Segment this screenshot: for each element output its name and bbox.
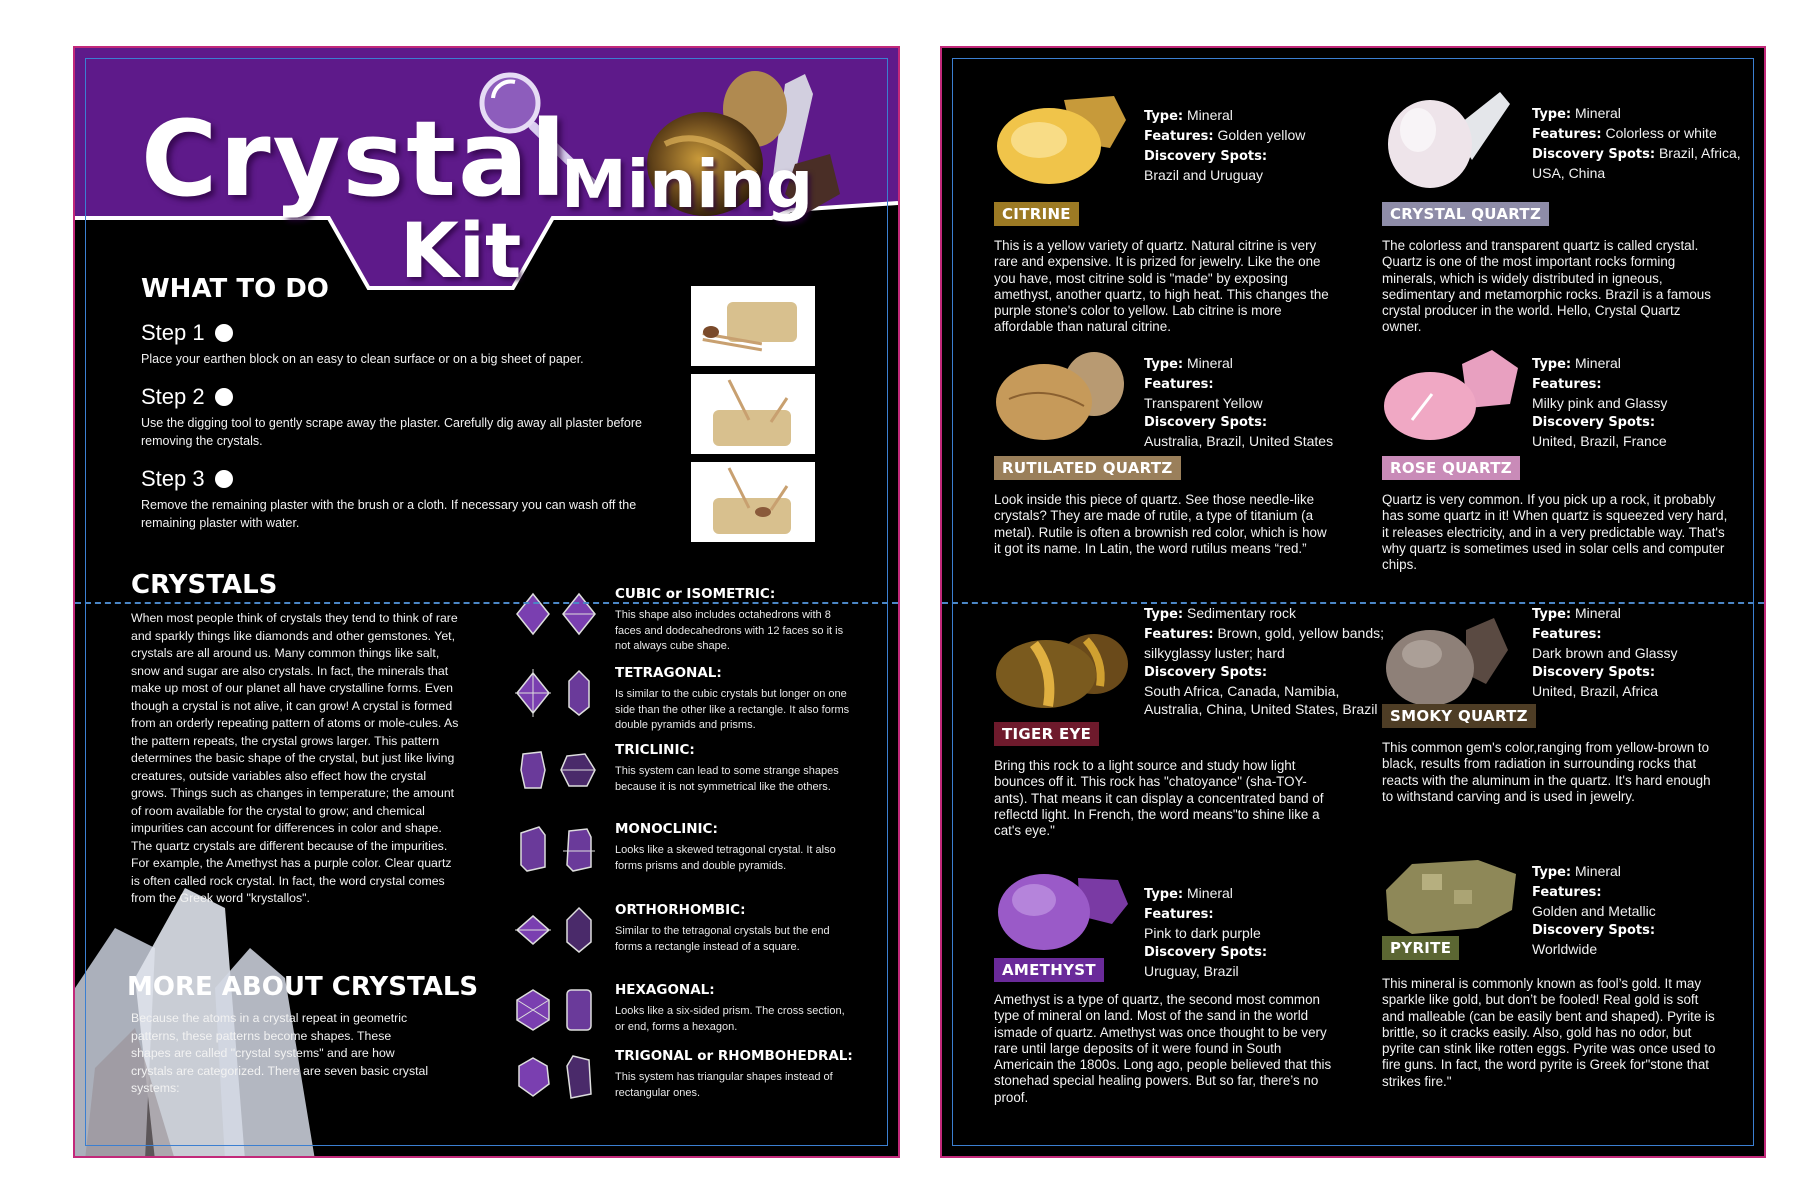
system-desc: Similar to the tetragonal crystals but the end forms a rectangle instead of a square. xyxy=(615,925,830,953)
mineral-facts: Type: Mineral Features: Golden yellow Discovery Spots: Brazil and Uruguay xyxy=(1144,107,1306,183)
mineral-smoky-quartz xyxy=(1382,604,1766,874)
triclinic-crystal-icon xyxy=(515,746,599,794)
mineral-amethyst xyxy=(994,854,1384,1144)
mineral-facts: Type: Mineral Features: Pink to dark purple Discovery Spots: Uruguay, Brazil xyxy=(1144,885,1268,979)
system-desc: Is similar to the cubic crystals but longer on one side than the other like a rectangle. It also forms double pyramids and prisms. xyxy=(615,688,850,731)
step-2 xyxy=(141,384,651,450)
mineral-name-label: SMOKY QUARTZ xyxy=(1382,704,1536,728)
mineral-facts: Type: Mineral Features: Dark brown and Glassy Discovery Spots: United, Brazil, Africa xyxy=(1532,605,1678,699)
bullet-dot-icon xyxy=(215,470,233,488)
amethyst-stone-image xyxy=(994,860,1134,960)
system-title: MONOCLINIC: xyxy=(615,821,718,837)
monoclinic-crystal-icon xyxy=(515,825,599,873)
right-page xyxy=(940,46,1766,1158)
system-desc: Looks like a skewed tetragonal crystal. It also forms prisms and double pyramids. xyxy=(615,844,836,872)
mineral-citrine xyxy=(994,90,1384,340)
mineral-rose-quartz xyxy=(1382,344,1766,594)
mineral-name-label: PYRITE xyxy=(1382,936,1459,960)
bullet-dot-icon xyxy=(215,388,233,406)
mineral-facts: Type: Mineral Features: Milky pink and Glassy Discovery Spots: United, Brazil, France xyxy=(1532,355,1668,449)
hexagonal-crystal-icon xyxy=(515,986,599,1034)
mineral-name-label: TIGER EYE xyxy=(994,722,1099,746)
orthorhombic-crystal-icon xyxy=(515,906,599,954)
fold-line xyxy=(942,602,1764,604)
mineral-name-label: AMETHYST xyxy=(994,958,1104,982)
mineral-name-label: RUTILATED QUARTZ xyxy=(994,456,1181,480)
more-about-crystals-heading: MORE ABOUT CRYSTALS xyxy=(127,972,479,1002)
mineral-name-label: CITRINE xyxy=(994,202,1079,226)
system-desc: This shape also includes octahedrons with 8 faces and dodecahedrons with 12 faces so it is not always cube shape. xyxy=(615,609,844,652)
mineral-crystal-quartz xyxy=(1382,90,1766,340)
title-crystal: Crystal xyxy=(141,98,568,220)
system-desc: This system can lead to some strange shapes because it is not symmetrical like the others. xyxy=(615,765,839,793)
system-title: ORTHORHOMBIC: xyxy=(615,902,746,918)
tiger-eye-stone-image xyxy=(994,620,1134,720)
step-label: Step 2 xyxy=(141,384,205,409)
mineral-description: Amethyst is a type of quartz, the second most common type of mineral on land. Most of the sand in the world ismade of quartz. Amethyst was once thought to be very rare until large deposits of it were found in South Americain the 1800s. Long ago, people believed that this stonehad special healing powers. But so far, there’s no proof. xyxy=(994,992,1332,1105)
fold-line xyxy=(75,602,898,604)
step-text: Use the digging tool to gently scrape away the plaster. Carefully dig away all plaster before removing the crystals. xyxy=(141,416,642,448)
citrine-stone-image xyxy=(994,90,1134,190)
step-text: Place your earthen block on an easy to clean surface or on a big sheet of paper. xyxy=(141,352,584,366)
system-title: TRICLINIC: xyxy=(615,742,695,758)
more-about-crystals-body: Because the atoms in a crystal repeat in geometric patterns, these patterns become shapes. These shapes are called "crystal systems" and are how crystals are categorized. There are seven basic crystal systems: xyxy=(131,1011,429,1095)
mineral-facts: Type: Mineral Features: Transparent Yellow Discovery Spots: Australia, Brazil, United States xyxy=(1144,355,1334,449)
mineral-description: The colorless and transparent quartz is called crystal. Quartz is one of the most important rocks forming minerals, which is widely distributed in igneous, sedimentary and metamorphic rocks. Brazil is a famous crystal producer in the world. Hello, Crystal Quartz owner. xyxy=(1382,238,1711,335)
system-title: TETRAGONAL: xyxy=(615,665,722,681)
step-1 xyxy=(141,320,651,368)
rutilated-quartz-stone-image xyxy=(994,344,1134,444)
mineral-description: Look inside this piece of quartz. See those needle-like crystals? They are made of rutile, a type of titanium (a metal). Rutile is often a brownish red color, which is how it got its name. In Latin, the word rutilus means “red.” xyxy=(994,492,1327,556)
crystal-quartz-stone-image xyxy=(1382,90,1522,190)
mineral-name-label: CRYSTAL QUARTZ xyxy=(1382,202,1549,226)
crystals-body: When most people think of crystals they tend to think of rare and sparkly things like diamonds and other gemstones. Yet, crystals are all around us. Many common things like salt, snow and sugar are also crystals. In fact, the minerals that make up most of our planet all have crystalline forms. Even though a crystal is not alive, it can grow! A crystal is formed from an orderly repeating pattern of atoms or mole-cules. As the pattern repeats, the crystal grows larger. This pattern determines the basic shape of the crystal, but just like living creatures, outside variables also effect how the crystal grows. Things such as changes in temperature; the amount of room available for the crystal to grow; and chemical impurities can account for differences in color and shape. The quartz crystals are different because of the impurities. For example, the Amethyst has a purple color. Clear quartz is often called rock crystal. In fact, the word crystal comes from the Greek word "krystallos". xyxy=(131,611,459,905)
cubic-crystal-icon xyxy=(515,590,599,638)
mineral-description: This common gem's color,ranging from yellow-brown to black, results from radiation in surrounding rocks that reacts with the aluminum in the quartz. It's hard enough to withstand carving and is used in jewelry. xyxy=(1382,740,1711,804)
mineral-tiger-eye xyxy=(994,604,1384,874)
crystals-heading: CRYSTALS xyxy=(131,570,278,600)
step-label: Step 1 xyxy=(141,320,205,345)
step-label: Step 3 xyxy=(141,466,205,491)
system-title: TRIGONAL or RHOMBOHEDRAL: xyxy=(615,1048,853,1064)
system-desc: Looks like a six-sided prism. The cross section, or end, forms a hexagon. xyxy=(615,1005,845,1033)
mineral-pyrite xyxy=(1382,850,1766,1140)
trigonal-crystal-icon xyxy=(515,1052,599,1100)
system-title: CUBIC or ISOMETRIC: xyxy=(615,586,776,602)
left-page xyxy=(73,46,900,1158)
title-mining: Mining xyxy=(561,146,814,223)
step-1-image xyxy=(691,286,815,366)
step-3-image xyxy=(691,462,815,542)
mineral-description: Bring this rock to a light source and study how light bounces off it. This rock has "chatoyance" (sha-TOY-ants). That means it can display a concentrated band of reflectd light. In French, the word means"to shine like a cat's eye." xyxy=(994,758,1324,839)
rose-quartz-stone-image xyxy=(1382,344,1522,444)
system-desc: This system has triangular shapes instead of rectangular ones. xyxy=(615,1071,833,1099)
step-text: Remove the remaining plaster with the brush or a cloth. If necessary you can wash off the remaining plaster with water. xyxy=(141,498,637,530)
mineral-description: This is a yellow variety of quartz. Natural citrine is very rare and expensive. It is prized for jewelry. Like the one you have, most citrine sold is "made" by exposing amethyst, another quartz, to high heat. This changes the purple stone's color to yellow. Lab citrine is more affordable than natural citrine. xyxy=(994,238,1329,335)
mineral-description: Quartz is very common. If you pick up a rock, it probably has some quartz in it! When quartz is squeezed very hard, it releases electricity, and in a very predictable way. That's why quartz is sometimes used in solar cells and computer chips. xyxy=(1382,492,1728,573)
what-to-do-heading: WHAT TO DO xyxy=(141,274,329,304)
system-title: HEXAGONAL: xyxy=(615,982,715,998)
mineral-description: This mineral is commonly known as fool’s gold. It may sparkle like gold, but don’t be fooled! Real gold is soft and malleable (can be easily bent and shaped). Pyrite is brittle, so it cracks easily. Also, gold has no odor, but pyrite can stink like rotten eggs. Pyrite was once used to fire guns. In fact, the word pyrite is Greek for"stone that strikes fire." xyxy=(1382,976,1716,1089)
mineral-facts: Type: Mineral Features: Colorless or white Discovery Spots: Brazil, Africa, USA, China xyxy=(1532,105,1741,181)
mineral-facts: Type: Sedimentary rock Features: Brown, gold, yellow bands; silkyglassy luster; hard Discovery Spots: South Africa, Canada, Namibia, Australia, China, United States, Brazil xyxy=(1144,605,1385,717)
title-kit: Kit xyxy=(400,206,522,295)
tetragonal-crystal-icon xyxy=(515,669,599,717)
smoky-quartz-stone-image xyxy=(1382,610,1522,710)
mineral-facts: Type: Mineral Features: Golden and Metallic Discovery Spots: Worldwide xyxy=(1532,863,1656,957)
mineral-name-label: ROSE QUARTZ xyxy=(1382,456,1520,480)
step-2-image xyxy=(691,374,815,454)
step-3 xyxy=(141,466,651,532)
mineral-rutilated-quartz xyxy=(994,344,1384,594)
bullet-dot-icon xyxy=(215,324,233,342)
